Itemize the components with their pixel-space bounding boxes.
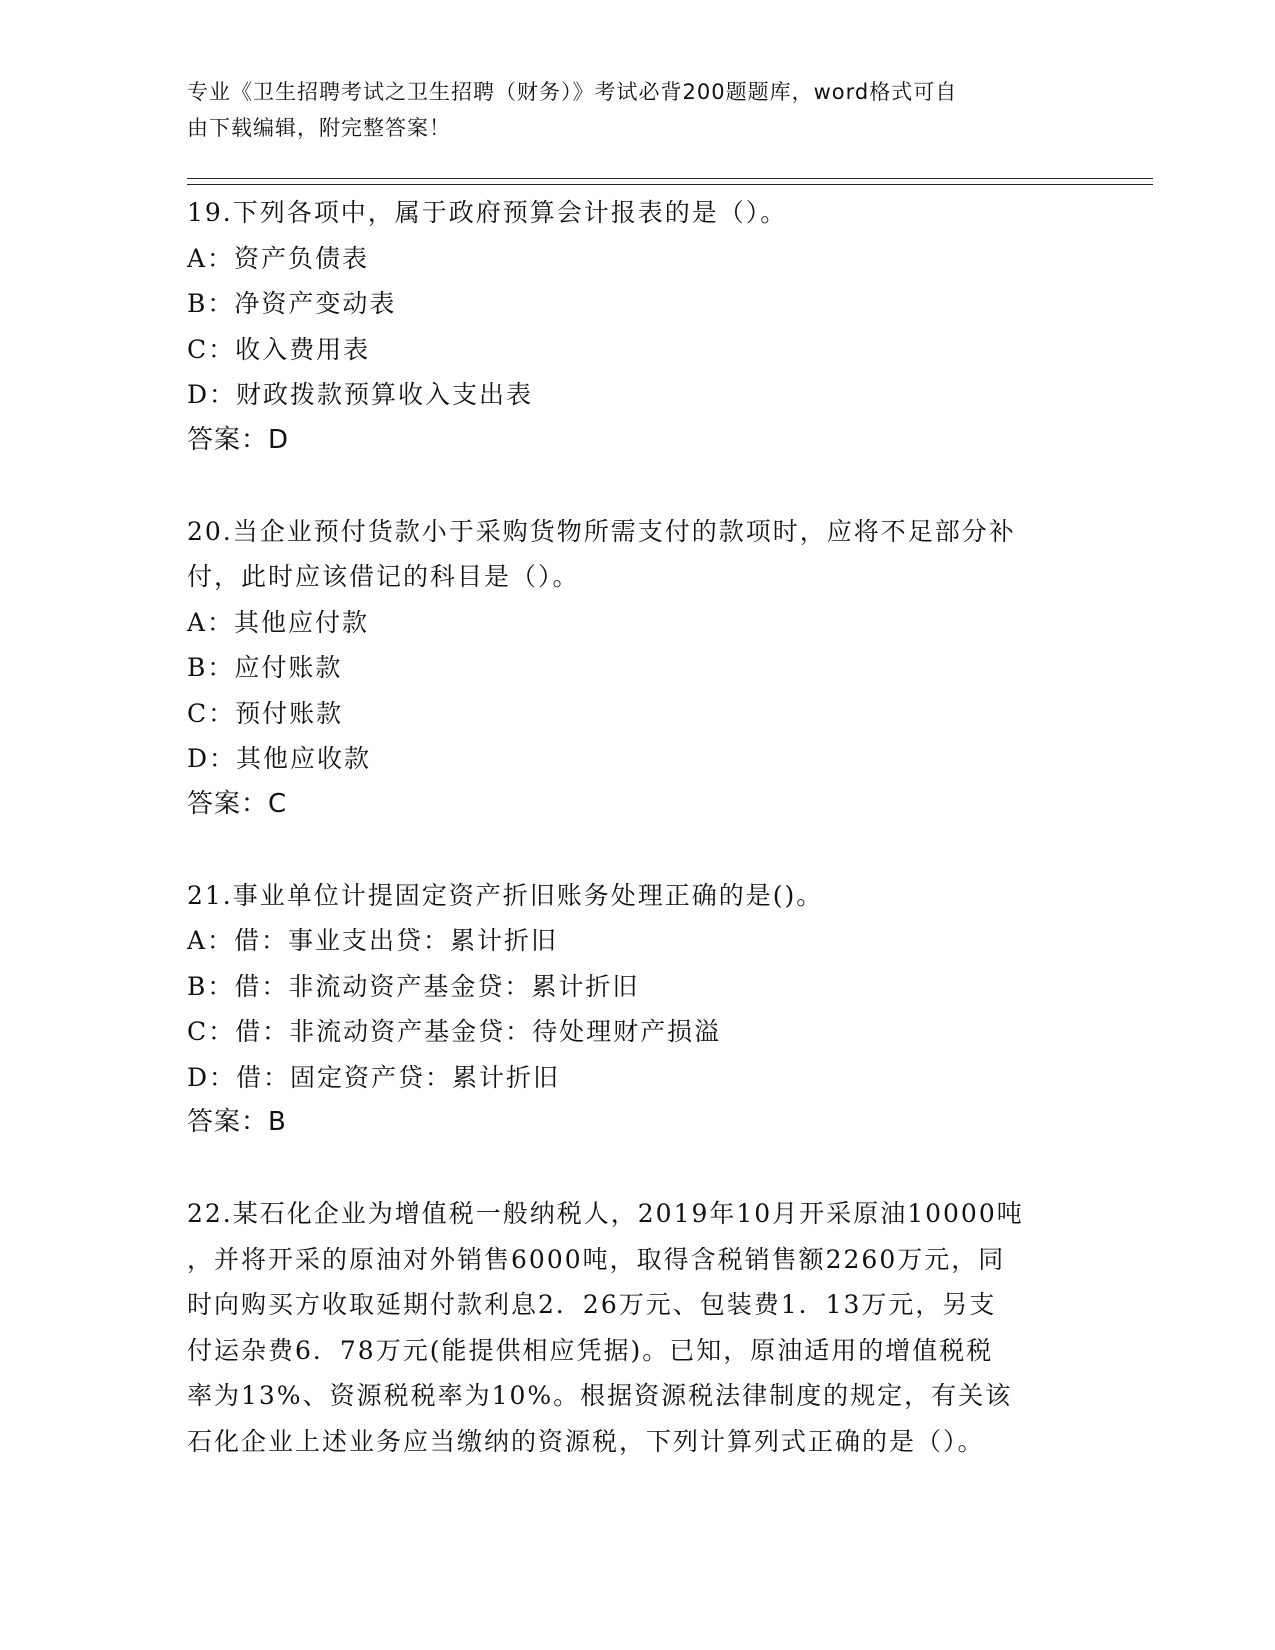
option-b: B：借：非流动资产基金贷：累计折旧 (187, 971, 640, 1001)
spacer (187, 1146, 1087, 1192)
option-d: D：财政拨款预算收入支出表 (187, 380, 534, 409)
question-text: ，并将开采的原油对外销售6000吨，取得含税销售额2260万元，同 (187, 1244, 1006, 1274)
question-20 (187, 509, 1087, 828)
question-list (187, 190, 1087, 1464)
header-divider-top (187, 178, 1153, 179)
header-line-2: 由下载编辑，附完整答案！ (187, 116, 451, 140)
question-text: 19.下列各项中，属于政府预算会计报表的是（）。 (187, 198, 788, 227)
answer: 答案：B (187, 1107, 287, 1137)
option-b: B：净资产变动表 (187, 289, 397, 318)
question-text: 20.当企业预付货款小于采购货物所需支付的款项时，应将不足部分补 (187, 516, 1016, 546)
question-text: 付，此时应该借记的科目是（）。 (187, 562, 580, 591)
spacer (187, 463, 1087, 509)
question-text: 时向购买方收取延期付款利息2．26万元、包装费1．13万元，另支 (187, 1290, 997, 1319)
option-c: C：预付账款 (187, 698, 344, 728)
option-d: D：其他应收款 (187, 744, 372, 773)
option-b: B：应付账款 (187, 653, 343, 682)
question-21 (187, 873, 1087, 1146)
question-text: 付运杂费6．78万元(能提供相应凭据)。已知，原油适用的增值税税 (187, 1335, 994, 1365)
option-a: A：借：事业支出贷：累计折旧 (187, 926, 559, 955)
question-text: 石化企业上述业务应当缴纳的资源税，下列计算列式正确的是（）。 (187, 1426, 985, 1456)
question-22 (187, 1191, 1087, 1464)
answer: 答案：D (187, 424, 290, 455)
header-line-1: 专业《卫生招聘考试之卫生招聘（财务）》考试必背200题题库，word格式可自 (187, 80, 958, 104)
option-c: C：收入费用表 (187, 334, 371, 364)
option-c: C：借：非流动资产基金贷：待处理财产损溢 (187, 1017, 722, 1046)
question-text: 22.某石化企业为增值税一般纳税人，2019年10月开采原油10000吨 (187, 1199, 1024, 1228)
header-divider-bottom (187, 184, 1153, 185)
spacer (187, 827, 1087, 873)
document-header (187, 74, 1067, 146)
option-a: A：其他应付款 (187, 607, 370, 637)
answer: 答案：C (187, 788, 288, 819)
option-a: A：资产负债表 (187, 243, 370, 273)
option-d: D：借：固定资产贷：累计折旧 (187, 1062, 561, 1092)
question-19 (187, 190, 1087, 463)
question-text: 21.事业单位计提固定资产折旧账务处理正确的是()。 (187, 880, 824, 910)
question-text: 率为13%、资源税税率为10%。根据资源税法律制度的规定，有关该 (187, 1381, 1013, 1410)
